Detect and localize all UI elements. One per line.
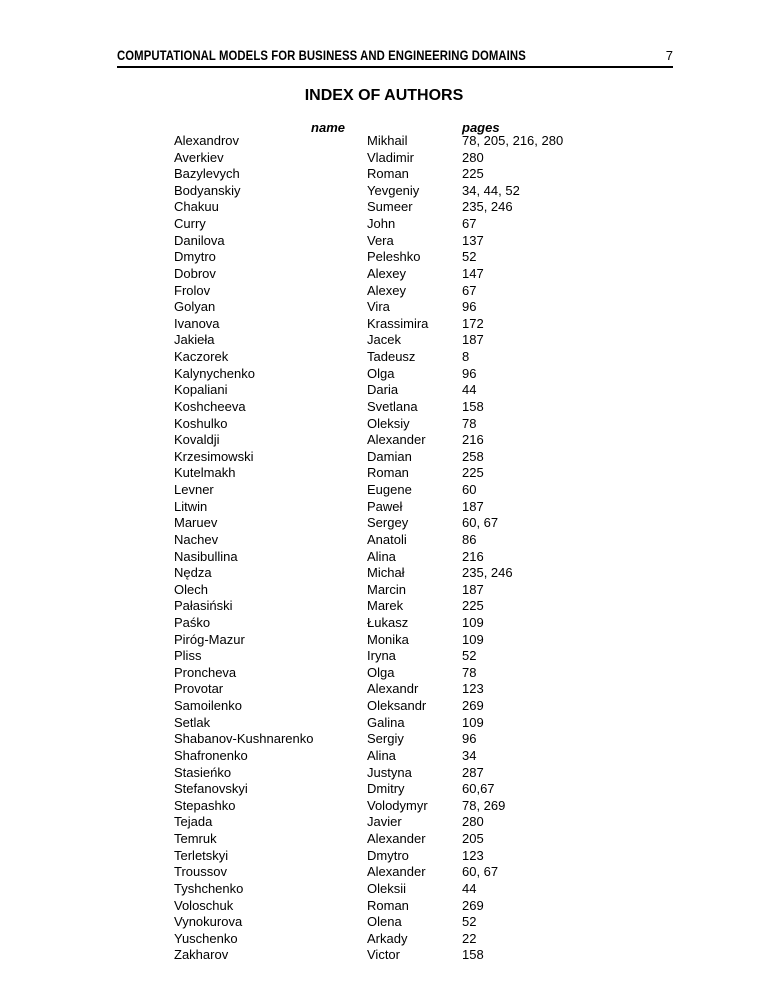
author-pages: 86 xyxy=(462,531,477,547)
author-pages: 225 xyxy=(462,598,484,614)
author-last-name: Stepashko xyxy=(174,797,236,813)
author-first-name: Monika xyxy=(367,631,409,647)
author-pages: 44 xyxy=(462,880,477,896)
author-pages: 269 xyxy=(462,698,484,714)
author-pages: 235, 246 xyxy=(462,565,513,581)
author-last-name: Danilova xyxy=(174,232,225,248)
author-first-name: Victor xyxy=(367,947,400,963)
author-first-name: Yevgeniy xyxy=(367,182,420,198)
author-last-name: Kopaliani xyxy=(174,382,228,398)
author-first-name: John xyxy=(367,216,396,232)
author-last-name: Ivanova xyxy=(174,315,220,331)
author-last-name: Samoilenko xyxy=(174,698,242,714)
author-first-name: Marcin xyxy=(367,581,407,597)
author-pages: 52 xyxy=(462,914,477,930)
author-pages: 67 xyxy=(462,282,477,298)
author-pages: 109 xyxy=(462,631,484,647)
author-pages: 22 xyxy=(462,930,477,946)
author-last-name: Tejada xyxy=(174,814,213,830)
author-last-name: Maruev xyxy=(174,515,218,531)
author-last-name: Nasibullina xyxy=(174,548,238,564)
author-pages: 225 xyxy=(462,465,484,481)
author-last-name: Dmytro xyxy=(174,249,216,265)
author-pages: 172 xyxy=(462,315,484,331)
author-last-name: Shabanov-Kushnarenko xyxy=(174,731,314,747)
author-pages: 60, 67 xyxy=(462,515,499,531)
author-first-name: Alexey xyxy=(367,265,407,281)
author-pages: 78, 205, 216, 280 xyxy=(462,133,564,148)
author-last-name: Kutelmakh xyxy=(174,465,236,481)
author-pages: 258 xyxy=(462,448,484,464)
author-pages: 287 xyxy=(462,764,484,780)
page-number: 7 xyxy=(665,48,673,63)
author-pages: 52 xyxy=(462,648,477,664)
author-first-name: Alexander xyxy=(367,864,426,880)
author-last-name: Bazylevych xyxy=(174,166,240,182)
author-last-name: Stefanovskyi xyxy=(174,781,248,797)
author-last-name: Golyan xyxy=(174,299,216,315)
author-last-name: Levner xyxy=(174,482,214,498)
author-last-name: Krzesimowski xyxy=(174,448,254,464)
author-first-name: Eugene xyxy=(367,482,412,498)
author-pages: 78 xyxy=(462,664,477,680)
author-first-name: Marek xyxy=(367,598,404,614)
author-last-name: Troussov xyxy=(174,864,227,880)
author-last-name: Alexandrov xyxy=(174,133,240,148)
author-last-name: Kaczorek xyxy=(174,349,229,365)
author-first-name: Alina xyxy=(367,548,396,564)
author-first-name: Mikhail xyxy=(367,133,408,148)
running-title: COMPUTATIONAL MODELS FOR BUSINESS AND ENGINEERING DOMAINS xyxy=(117,48,526,63)
author-last-name: Nędza xyxy=(174,565,212,581)
author-last-name: Temruk xyxy=(174,831,217,847)
author-last-name: Voloschuk xyxy=(174,897,234,913)
author-first-name: Paweł xyxy=(367,498,403,514)
author-last-name: Kovaldji xyxy=(174,432,220,448)
author-first-name: Alexandr xyxy=(367,681,419,697)
author-pages: 44 xyxy=(462,382,477,398)
author-first-name: Olena xyxy=(367,914,402,930)
author-first-name: Oleksiy xyxy=(367,415,410,431)
author-last-name: Paśko xyxy=(174,614,211,630)
author-first-name: Volodymyr xyxy=(367,797,428,813)
author-pages: 109 xyxy=(462,714,484,730)
author-first-name: Michał xyxy=(367,565,405,581)
author-last-name: Setlak xyxy=(174,714,211,730)
author-pages: 187 xyxy=(462,332,484,348)
author-last-name: Jakieła xyxy=(174,332,215,348)
author-last-name: Vynokurova xyxy=(174,914,243,930)
author-last-name: Pliss xyxy=(174,648,202,664)
author-pages: 109 xyxy=(462,614,484,630)
author-first-name: Alexander xyxy=(367,432,426,448)
author-pages: 158 xyxy=(462,398,484,414)
author-last-name: Bodyanskiy xyxy=(174,182,241,198)
author-last-name: Averkiev xyxy=(174,149,224,165)
author-last-name: Chakuu xyxy=(174,199,219,215)
author-pages: 225 xyxy=(462,166,484,182)
author-pages: 187 xyxy=(462,581,484,597)
author-pages: 78, 269 xyxy=(462,797,506,813)
author-pages: 34, 44, 52 xyxy=(462,182,520,198)
author-pages: 8 xyxy=(462,349,470,365)
author-pages: 34 xyxy=(462,747,477,763)
column-header-pages: pages xyxy=(462,120,500,135)
author-last-name: Shafronenko xyxy=(174,747,248,763)
author-last-name: Koshulko xyxy=(174,415,228,431)
author-last-name: Curry xyxy=(174,216,206,232)
author-first-name: Vera xyxy=(367,232,394,248)
author-first-name: Galina xyxy=(367,714,405,730)
author-last-name: Nachev xyxy=(174,531,219,547)
author-first-name: Alina xyxy=(367,747,396,763)
author-first-name: Sumeer xyxy=(367,199,413,215)
author-pages: 78 xyxy=(462,415,477,431)
author-first-name: Justyna xyxy=(367,764,412,780)
author-pages: 269 xyxy=(462,897,484,913)
author-pages: 123 xyxy=(462,681,484,697)
author-last-name: Zakharov xyxy=(174,947,229,963)
author-first-name: Vladimir xyxy=(367,149,414,165)
author-last-name: Dobrov xyxy=(174,265,216,281)
author-first-name: Jacek xyxy=(367,332,401,348)
author-first-name: Anatoli xyxy=(367,531,407,547)
author-pages: 158 xyxy=(462,947,484,963)
author-first-name: Peleshko xyxy=(367,249,421,265)
author-last-name: Provotar xyxy=(174,681,224,697)
author-first-name: Sergey xyxy=(367,515,409,531)
author-first-name: Sergiy xyxy=(367,731,404,747)
header-rule xyxy=(117,66,673,68)
author-pages: 60, 67 xyxy=(462,864,499,880)
author-first-name: Svetlana xyxy=(367,398,418,414)
author-pages: 235, 246 xyxy=(462,199,513,215)
author-last-name: Piróg-Mazur xyxy=(174,631,245,647)
author-first-name: Tadeusz xyxy=(367,349,416,365)
author-first-name: Vira xyxy=(367,299,390,315)
column-header-name: name xyxy=(311,120,345,135)
author-pages: 96 xyxy=(462,365,477,381)
author-first-name: Roman xyxy=(367,897,409,913)
author-pages: 60,67 xyxy=(462,781,495,797)
author-pages: 52 xyxy=(462,249,477,265)
author-pages: 187 xyxy=(462,498,484,514)
author-first-name: Alexey xyxy=(367,282,407,298)
author-pages: 96 xyxy=(462,299,477,315)
author-first-name: Krassimira xyxy=(367,315,429,331)
author-first-name: Dmitry xyxy=(367,781,405,797)
author-first-name: Arkady xyxy=(367,930,408,946)
author-first-name: Dmytro xyxy=(367,847,409,863)
author-first-name: Roman xyxy=(367,166,409,182)
author-last-name: Kalynychenko xyxy=(174,365,255,381)
author-pages: 280 xyxy=(462,814,484,830)
author-pages: 67 xyxy=(462,216,477,232)
author-first-name: Roman xyxy=(367,465,409,481)
author-first-name: Oleksii xyxy=(367,880,407,896)
author-pages: 280 xyxy=(462,149,484,165)
author-last-name: Pałasiński xyxy=(174,598,233,614)
author-pages: 96 xyxy=(462,731,477,747)
author-pages: 147 xyxy=(462,265,484,281)
author-last-name: Yuschenko xyxy=(174,930,238,946)
author-pages: 216 xyxy=(462,432,484,448)
author-pages: 137 xyxy=(462,232,484,248)
author-first-name: Damian xyxy=(367,448,412,464)
author-first-name: Alexander xyxy=(367,831,426,847)
author-last-name: Litwin xyxy=(174,498,208,514)
author-first-name: Iryna xyxy=(367,648,396,664)
author-last-name: Proncheva xyxy=(174,664,237,680)
author-last-name: Stasieńko xyxy=(174,764,232,780)
author-pages: 205 xyxy=(462,831,484,847)
author-pages: 123 xyxy=(462,847,484,863)
author-first-name: Daria xyxy=(367,382,399,398)
author-last-name: Terletskyi xyxy=(174,847,229,863)
running-header xyxy=(117,44,673,64)
author-pages: 216 xyxy=(462,548,484,564)
author-last-name: Frolov xyxy=(174,282,211,298)
author-last-name: Olech xyxy=(174,581,208,597)
author-first-name: Łukasz xyxy=(367,614,409,630)
page-title: INDEX OF AUTHORS xyxy=(304,87,464,104)
author-first-name: Olga xyxy=(367,365,395,381)
author-last-name: Tyshchenko xyxy=(174,880,244,896)
author-first-name: Javier xyxy=(367,814,402,830)
author-last-name: Koshcheeva xyxy=(174,398,246,414)
author-pages: 60 xyxy=(462,482,477,498)
author-first-name: Oleksandr xyxy=(367,698,427,714)
author-first-name: Olga xyxy=(367,664,395,680)
